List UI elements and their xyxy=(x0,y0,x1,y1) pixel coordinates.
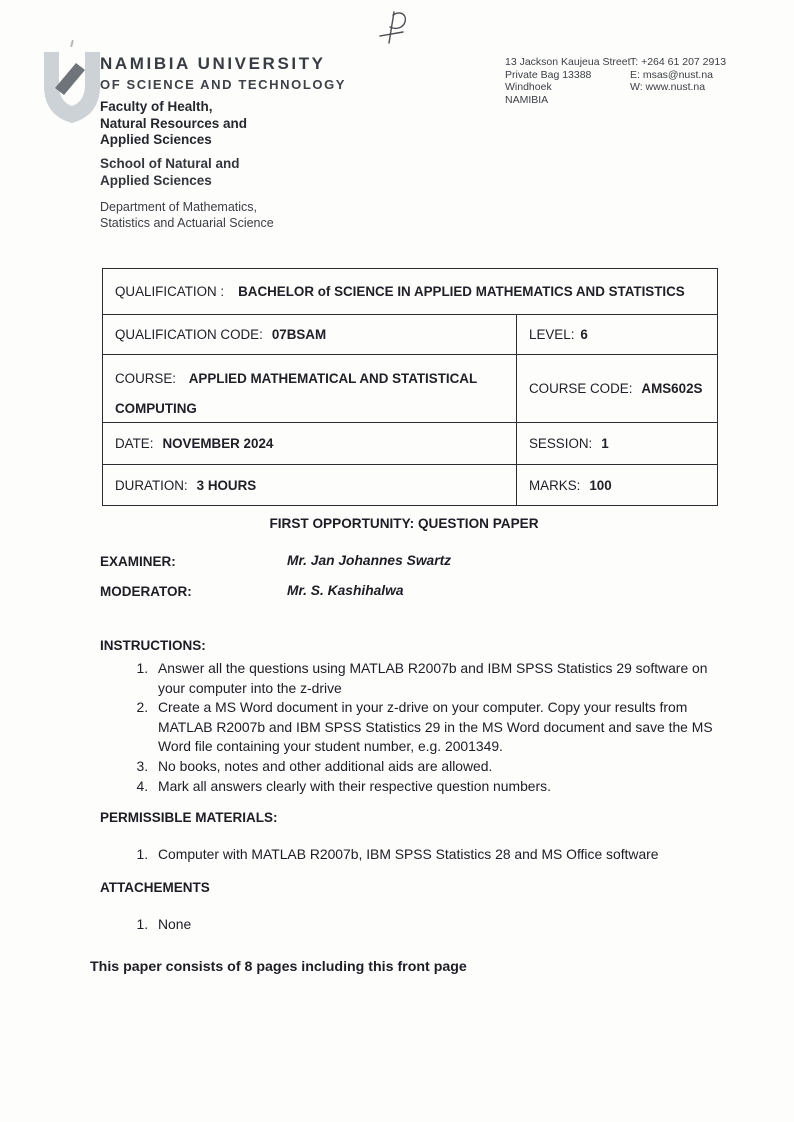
faculty-name: Faculty of Health, Natural Resources and Applied Sciences xyxy=(100,99,248,147)
attachments-list xyxy=(128,915,730,935)
level-label: LEVEL: xyxy=(529,327,575,342)
examiner-name: Mr. Jan Johannes Swartz xyxy=(287,553,452,568)
level-cell xyxy=(516,315,717,354)
course-value: APPLIED MATHEMATICAL AND STATISTICAL COMPUTING xyxy=(115,371,477,416)
instructions-heading: INSTRUCTIONS: xyxy=(100,638,206,653)
university-subtitle: OF SCIENCE AND TECHNOLOGY xyxy=(100,77,347,92)
qualification-code-cell xyxy=(103,315,516,354)
permissible-material-item: 1. Computer with MATLAB R2007b, IBM SPSS Statistics 28 and MS Office software xyxy=(152,845,730,865)
table-row-duration-marks xyxy=(103,464,717,505)
permissible-materials-heading: PERMISSIBLE MATERIALS: xyxy=(100,810,278,825)
course-label: COURSE: xyxy=(115,371,177,386)
address-line: Windhoek xyxy=(505,81,552,93)
address-line: Private Bag 13388 xyxy=(505,68,592,81)
marks-label: MARKS: xyxy=(529,477,581,493)
moderator-label: MODERATOR: xyxy=(100,584,192,599)
duration-label: DURATION: xyxy=(115,477,188,493)
qualification-code-value: 07BSAM xyxy=(271,327,327,342)
university-shield-logo-icon xyxy=(40,50,104,126)
contact-website: W: www.nust.na xyxy=(630,81,706,93)
qualification-cell xyxy=(103,269,717,314)
marks-value: 100 xyxy=(589,477,612,493)
contact-block xyxy=(630,56,726,94)
date-label: DATE: xyxy=(115,436,154,451)
qualification-info-table xyxy=(102,268,718,506)
table-row-course xyxy=(103,354,717,422)
date-value: NOVEMBER 2024 xyxy=(162,436,274,451)
qualification-value: BACHELOR of SCIENCE IN APPLIED MATHEMATICS AND STATISTICS xyxy=(238,284,685,299)
instruction-item: 1. Answer all the questions using MATLAB R2007b and IBM SPSS Statistics 29 software on your computer into the z-drive xyxy=(152,659,730,698)
session-cell xyxy=(516,423,717,464)
moderator-name: Mr. S. Kashihalwa xyxy=(287,583,404,598)
table-row-date-session xyxy=(103,422,717,464)
department-name: Department of Mathematics, Statistics and Actuarial Science xyxy=(100,200,274,230)
attachments-heading: ATTACHEMENTS xyxy=(100,880,210,895)
handwritten-pen-mark-icon xyxy=(372,6,416,50)
course-code-value: AMS602S xyxy=(641,381,703,396)
date-cell xyxy=(103,423,516,464)
permissible-materials-list xyxy=(128,845,730,865)
course-cell xyxy=(103,355,516,422)
duration-value: 3 HOURS xyxy=(196,477,257,493)
level-value: 6 xyxy=(580,327,588,342)
table-row-code-level xyxy=(103,314,717,354)
qualification-code-label: QUALIFICATION CODE: xyxy=(115,327,263,342)
paper-title: FIRST OPPORTUNITY: QUESTION PAPER xyxy=(269,516,539,531)
instruction-item: 3. No books, notes and other additional aids are allowed. xyxy=(152,757,730,777)
instructions-list xyxy=(128,659,730,796)
instruction-item: 4. Mark all answers clearly with their respective question numbers. xyxy=(152,777,730,797)
session-value: 1 xyxy=(601,436,609,451)
table-row-qualification xyxy=(103,269,717,314)
examiner-label: EXAMINER: xyxy=(100,554,176,569)
course-code-cell xyxy=(516,355,717,422)
attachment-item: 1. None xyxy=(152,915,730,935)
page-count-note: This paper consists of 8 pages including this front page xyxy=(90,959,467,975)
marks-cell xyxy=(516,465,717,505)
scan-artifact xyxy=(70,40,74,47)
address-block xyxy=(505,56,631,106)
university-name: NAMIBIA UNIVERSITY xyxy=(100,54,326,73)
instruction-item: 2. Create a MS Word document in your z-drive on your computer. Copy your results from MATLAB R2007b and IBM SPSS Statistics 29 in the MS Word document and save the MS Word file containing your student number, e.g. 2001349. xyxy=(152,698,730,757)
course-code-label: COURSE CODE: xyxy=(529,381,633,396)
address-line: NAMIBIA xyxy=(505,93,549,106)
session-label: SESSION: xyxy=(529,436,593,451)
address-line: 13 Jackson Kaujeua Street xyxy=(505,56,631,68)
qualification-label: QUALIFICATION : xyxy=(115,284,225,299)
contact-email: E: msas@nust.na xyxy=(630,68,714,81)
university-name-block xyxy=(100,54,346,92)
contact-phone: T: +264 61 207 2913 xyxy=(630,56,727,68)
school-name: School of Natural and Applied Sciences xyxy=(100,156,240,188)
duration-cell xyxy=(103,465,516,505)
